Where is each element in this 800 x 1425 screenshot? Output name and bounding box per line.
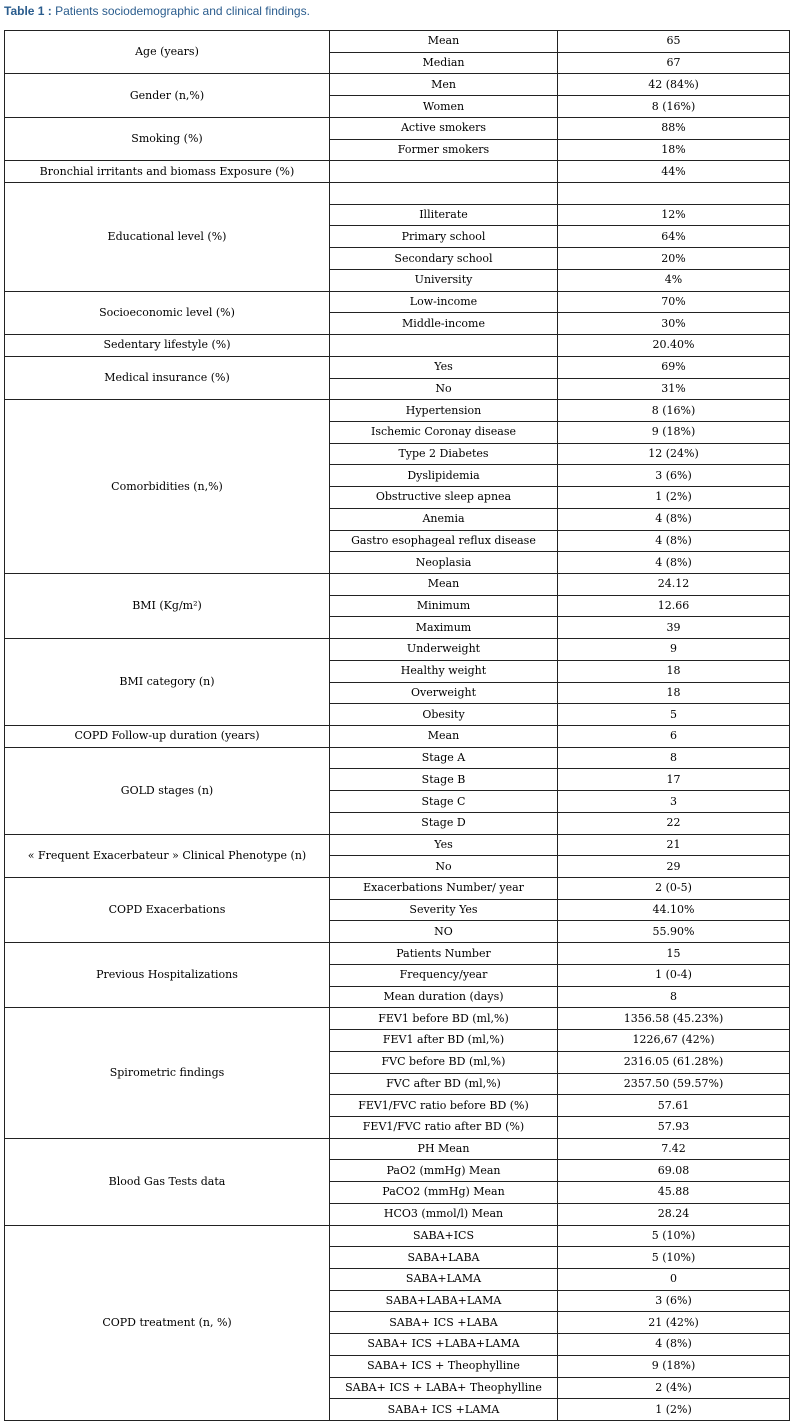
group-label-cell: BMI category (n) xyxy=(5,639,330,726)
item-label-cell: FEV1 before BD (ml,%) xyxy=(330,1008,558,1030)
item-label-cell: PaO2 (mmHg) Mean xyxy=(330,1160,558,1182)
item-value-cell: 55.90% xyxy=(558,921,790,943)
item-label-cell: Primary school xyxy=(330,226,558,248)
item-label-cell: Mean duration (days) xyxy=(330,986,558,1008)
item-label-cell: NO xyxy=(330,921,558,943)
item-label-cell: FVC before BD (ml,%) xyxy=(330,1051,558,1073)
item-label-cell: Median xyxy=(330,52,558,74)
item-value-cell: 8 (16%) xyxy=(558,96,790,118)
item-label-cell: SABA+LABA xyxy=(330,1247,558,1269)
item-value-cell: 4 (8%) xyxy=(558,508,790,530)
item-value-cell: 1 (0-4) xyxy=(558,964,790,986)
item-value-cell: 1226,67 (42%) xyxy=(558,1030,790,1052)
item-label-cell: FVC after BD (ml,%) xyxy=(330,1073,558,1095)
table-row xyxy=(5,747,790,769)
table-row xyxy=(5,834,790,856)
item-value-cell: 70% xyxy=(558,291,790,313)
item-label-cell: Former smokers xyxy=(330,139,558,161)
item-value-cell: 2357.50 (59.57%) xyxy=(558,1073,790,1095)
item-label-cell xyxy=(330,161,558,183)
item-label-cell: Underweight xyxy=(330,639,558,661)
item-label-cell: Dyslipidemia xyxy=(330,465,558,487)
item-value-cell: 3 (6%) xyxy=(558,465,790,487)
item-label-cell: No xyxy=(330,856,558,878)
item-value-cell: 12% xyxy=(558,204,790,226)
table-row xyxy=(5,356,790,378)
item-label-cell: Overweight xyxy=(330,682,558,704)
item-label-cell: SABA+ ICS +LAMA xyxy=(330,1399,558,1421)
item-value-cell: 20.40% xyxy=(558,335,790,357)
table-row xyxy=(5,335,790,357)
item-label-cell: Stage A xyxy=(330,747,558,769)
item-value-cell: 57.61 xyxy=(558,1095,790,1117)
item-label-cell: Stage D xyxy=(330,812,558,834)
item-value-cell: 4 (8%) xyxy=(558,552,790,574)
table-row xyxy=(5,74,790,96)
table-row xyxy=(5,573,790,595)
table-row xyxy=(5,639,790,661)
item-label-cell: SABA+LAMA xyxy=(330,1268,558,1290)
item-value-cell: 1 (2%) xyxy=(558,1399,790,1421)
table-row xyxy=(5,291,790,313)
group-label-cell: Previous Hospitalizations xyxy=(5,943,330,1008)
item-value-cell: 22 xyxy=(558,812,790,834)
item-label-cell: Healthy weight xyxy=(330,660,558,682)
item-value-cell: 4 (8%) xyxy=(558,1334,790,1356)
item-value-cell: 8 xyxy=(558,986,790,1008)
item-label-cell: Illiterate xyxy=(330,204,558,226)
item-label-cell xyxy=(330,335,558,357)
item-value-cell: 88% xyxy=(558,117,790,139)
item-label-cell: SABA+ ICS +LABA xyxy=(330,1312,558,1334)
group-label-cell: Age (years) xyxy=(5,31,330,74)
table-body xyxy=(5,31,790,1421)
table-row xyxy=(5,183,790,205)
item-label-cell: Yes xyxy=(330,834,558,856)
item-label-cell: SABA+ ICS +LABA+LAMA xyxy=(330,1334,558,1356)
item-label-cell: Low-income xyxy=(330,291,558,313)
item-value-cell: 18 xyxy=(558,660,790,682)
table-row xyxy=(5,1008,790,1030)
group-label-cell: Educational level (%) xyxy=(5,183,330,292)
item-value-cell: 39 xyxy=(558,617,790,639)
item-value-cell: 1 (2%) xyxy=(558,487,790,509)
item-value-cell: 29 xyxy=(558,856,790,878)
group-label-cell: Spirometric findings xyxy=(5,1008,330,1138)
item-label-cell: HCO3 (mmol/l) Mean xyxy=(330,1203,558,1225)
item-value-cell: 3 (6%) xyxy=(558,1290,790,1312)
item-value-cell: 0 xyxy=(558,1268,790,1290)
item-label-cell: Type 2 Diabetes xyxy=(330,443,558,465)
item-label-cell: Obesity xyxy=(330,704,558,726)
item-label-cell: SABA+ICS xyxy=(330,1225,558,1247)
item-value-cell: 7.42 xyxy=(558,1138,790,1160)
item-label-cell: Stage C xyxy=(330,791,558,813)
item-value-cell: 5 (10%) xyxy=(558,1225,790,1247)
item-label-cell: SABA+ ICS + LABA+ Theophylline xyxy=(330,1377,558,1399)
table-caption xyxy=(4,2,310,20)
item-label-cell: Neoplasia xyxy=(330,552,558,574)
group-label-cell: Blood Gas Tests data xyxy=(5,1138,330,1225)
table-row xyxy=(5,943,790,965)
item-label-cell: Secondary school xyxy=(330,248,558,270)
table-row xyxy=(5,161,790,183)
patient-findings-table xyxy=(4,30,790,1421)
item-value-cell: 2 (4%) xyxy=(558,1377,790,1399)
item-label-cell: Mean xyxy=(330,573,558,595)
item-value-cell: 20% xyxy=(558,248,790,270)
table-row xyxy=(5,878,790,900)
item-value-cell: 3 xyxy=(558,791,790,813)
group-label-cell: Socioeconomic level (%) xyxy=(5,291,330,334)
item-value-cell: 8 xyxy=(558,747,790,769)
item-value-cell: 24.12 xyxy=(558,573,790,595)
item-label-cell: Anemia xyxy=(330,508,558,530)
item-value-cell: 67 xyxy=(558,52,790,74)
item-value-cell: 18 xyxy=(558,682,790,704)
item-value-cell: 12 (24%) xyxy=(558,443,790,465)
table-caption-text: Patients sociodemographic and clinical findings. xyxy=(51,4,310,18)
group-label-cell: Comorbidities (n,%) xyxy=(5,400,330,574)
item-label-cell: Yes xyxy=(330,356,558,378)
table-row xyxy=(5,31,790,53)
item-label-cell: PaCO2 (mmHg) Mean xyxy=(330,1182,558,1204)
item-value-cell: 44.10% xyxy=(558,899,790,921)
item-value-cell: 65 xyxy=(558,31,790,53)
item-label-cell: Active smokers xyxy=(330,117,558,139)
item-value-cell: 6 xyxy=(558,726,790,748)
item-value-cell: 42 (84%) xyxy=(558,74,790,96)
item-label-cell: Gastro esophageal reflux disease xyxy=(330,530,558,552)
table-row xyxy=(5,117,790,139)
group-label-cell: COPD Exacerbations xyxy=(5,878,330,943)
item-value-cell: 57.93 xyxy=(558,1116,790,1138)
item-label-cell: Maximum xyxy=(330,617,558,639)
table-row xyxy=(5,400,790,422)
table-caption-label: Table 1 : xyxy=(4,4,52,18)
group-label-cell: Bronchial irritants and biomass Exposure (%) xyxy=(5,161,330,183)
item-value-cell: 28.24 xyxy=(558,1203,790,1225)
item-label-cell: Obstructive sleep apnea xyxy=(330,487,558,509)
table-row xyxy=(5,1225,790,1247)
item-value-cell: 31% xyxy=(558,378,790,400)
item-label-cell: Severity Yes xyxy=(330,899,558,921)
item-label-cell: Minimum xyxy=(330,595,558,617)
item-value-cell: 69% xyxy=(558,356,790,378)
table-row xyxy=(5,1138,790,1160)
item-label-cell: FEV1/FVC ratio before BD (%) xyxy=(330,1095,558,1117)
item-value-cell: 4 (8%) xyxy=(558,530,790,552)
group-label-cell: BMI (Kg/m²) xyxy=(5,573,330,638)
item-value-cell: 4% xyxy=(558,269,790,291)
group-label-cell: GOLD stages (n) xyxy=(5,747,330,834)
item-label-cell: Stage B xyxy=(330,769,558,791)
item-value-cell: 17 xyxy=(558,769,790,791)
item-label-cell: PH Mean xyxy=(330,1138,558,1160)
item-value-cell: 5 xyxy=(558,704,790,726)
item-value-cell: 2 (0-5) xyxy=(558,878,790,900)
item-label-cell: Ischemic Coronay disease xyxy=(330,421,558,443)
item-value-cell: 30% xyxy=(558,313,790,335)
item-label-cell: Hypertension xyxy=(330,400,558,422)
item-label-cell: Women xyxy=(330,96,558,118)
item-value-cell: 45.88 xyxy=(558,1182,790,1204)
table-row xyxy=(5,726,790,748)
item-value-cell: 18% xyxy=(558,139,790,161)
item-value-cell: 69.08 xyxy=(558,1160,790,1182)
item-label-cell: Mean xyxy=(330,31,558,53)
group-label-cell: « Frequent Exacerbateur » Clinical Phenotype (n) xyxy=(5,834,330,877)
item-label-cell: No xyxy=(330,378,558,400)
item-label-cell: SABA+ ICS + Theophylline xyxy=(330,1355,558,1377)
group-label-cell: COPD Follow-up duration (years) xyxy=(5,726,330,748)
item-value-cell: 64% xyxy=(558,226,790,248)
item-label-cell: Mean xyxy=(330,726,558,748)
item-label-cell: University xyxy=(330,269,558,291)
item-value-cell: 9 (18%) xyxy=(558,421,790,443)
item-label-cell: Men xyxy=(330,74,558,96)
item-label-cell: Middle-income xyxy=(330,313,558,335)
group-label-cell: Smoking (%) xyxy=(5,117,330,160)
item-value-cell: 12.66 xyxy=(558,595,790,617)
item-value-cell: 15 xyxy=(558,943,790,965)
item-value-cell: 21 (42%) xyxy=(558,1312,790,1334)
item-value-cell: 44% xyxy=(558,161,790,183)
group-label-cell: Medical insurance (%) xyxy=(5,356,330,399)
item-label-cell: SABA+LABA+LAMA xyxy=(330,1290,558,1312)
item-value-cell: 9 xyxy=(558,639,790,661)
item-value-cell: 8 (16%) xyxy=(558,400,790,422)
item-value-cell: 5 (10%) xyxy=(558,1247,790,1269)
item-value-cell xyxy=(558,183,790,205)
item-value-cell: 1356.58 (45.23%) xyxy=(558,1008,790,1030)
item-label-cell: Frequency/year xyxy=(330,964,558,986)
item-label-cell: Exacerbations Number/ year xyxy=(330,878,558,900)
group-label-cell: Gender (n,%) xyxy=(5,74,330,117)
item-label-cell: FEV1/FVC ratio after BD (%) xyxy=(330,1116,558,1138)
item-label-cell: FEV1 after BD (ml,%) xyxy=(330,1030,558,1052)
item-label-cell xyxy=(330,183,558,205)
group-label-cell: COPD treatment (n, %) xyxy=(5,1225,330,1420)
item-value-cell: 21 xyxy=(558,834,790,856)
group-label-cell: Sedentary lifestyle (%) xyxy=(5,335,330,357)
item-value-cell: 2316.05 (61.28%) xyxy=(558,1051,790,1073)
item-value-cell: 9 (18%) xyxy=(558,1355,790,1377)
item-label-cell: Patients Number xyxy=(330,943,558,965)
